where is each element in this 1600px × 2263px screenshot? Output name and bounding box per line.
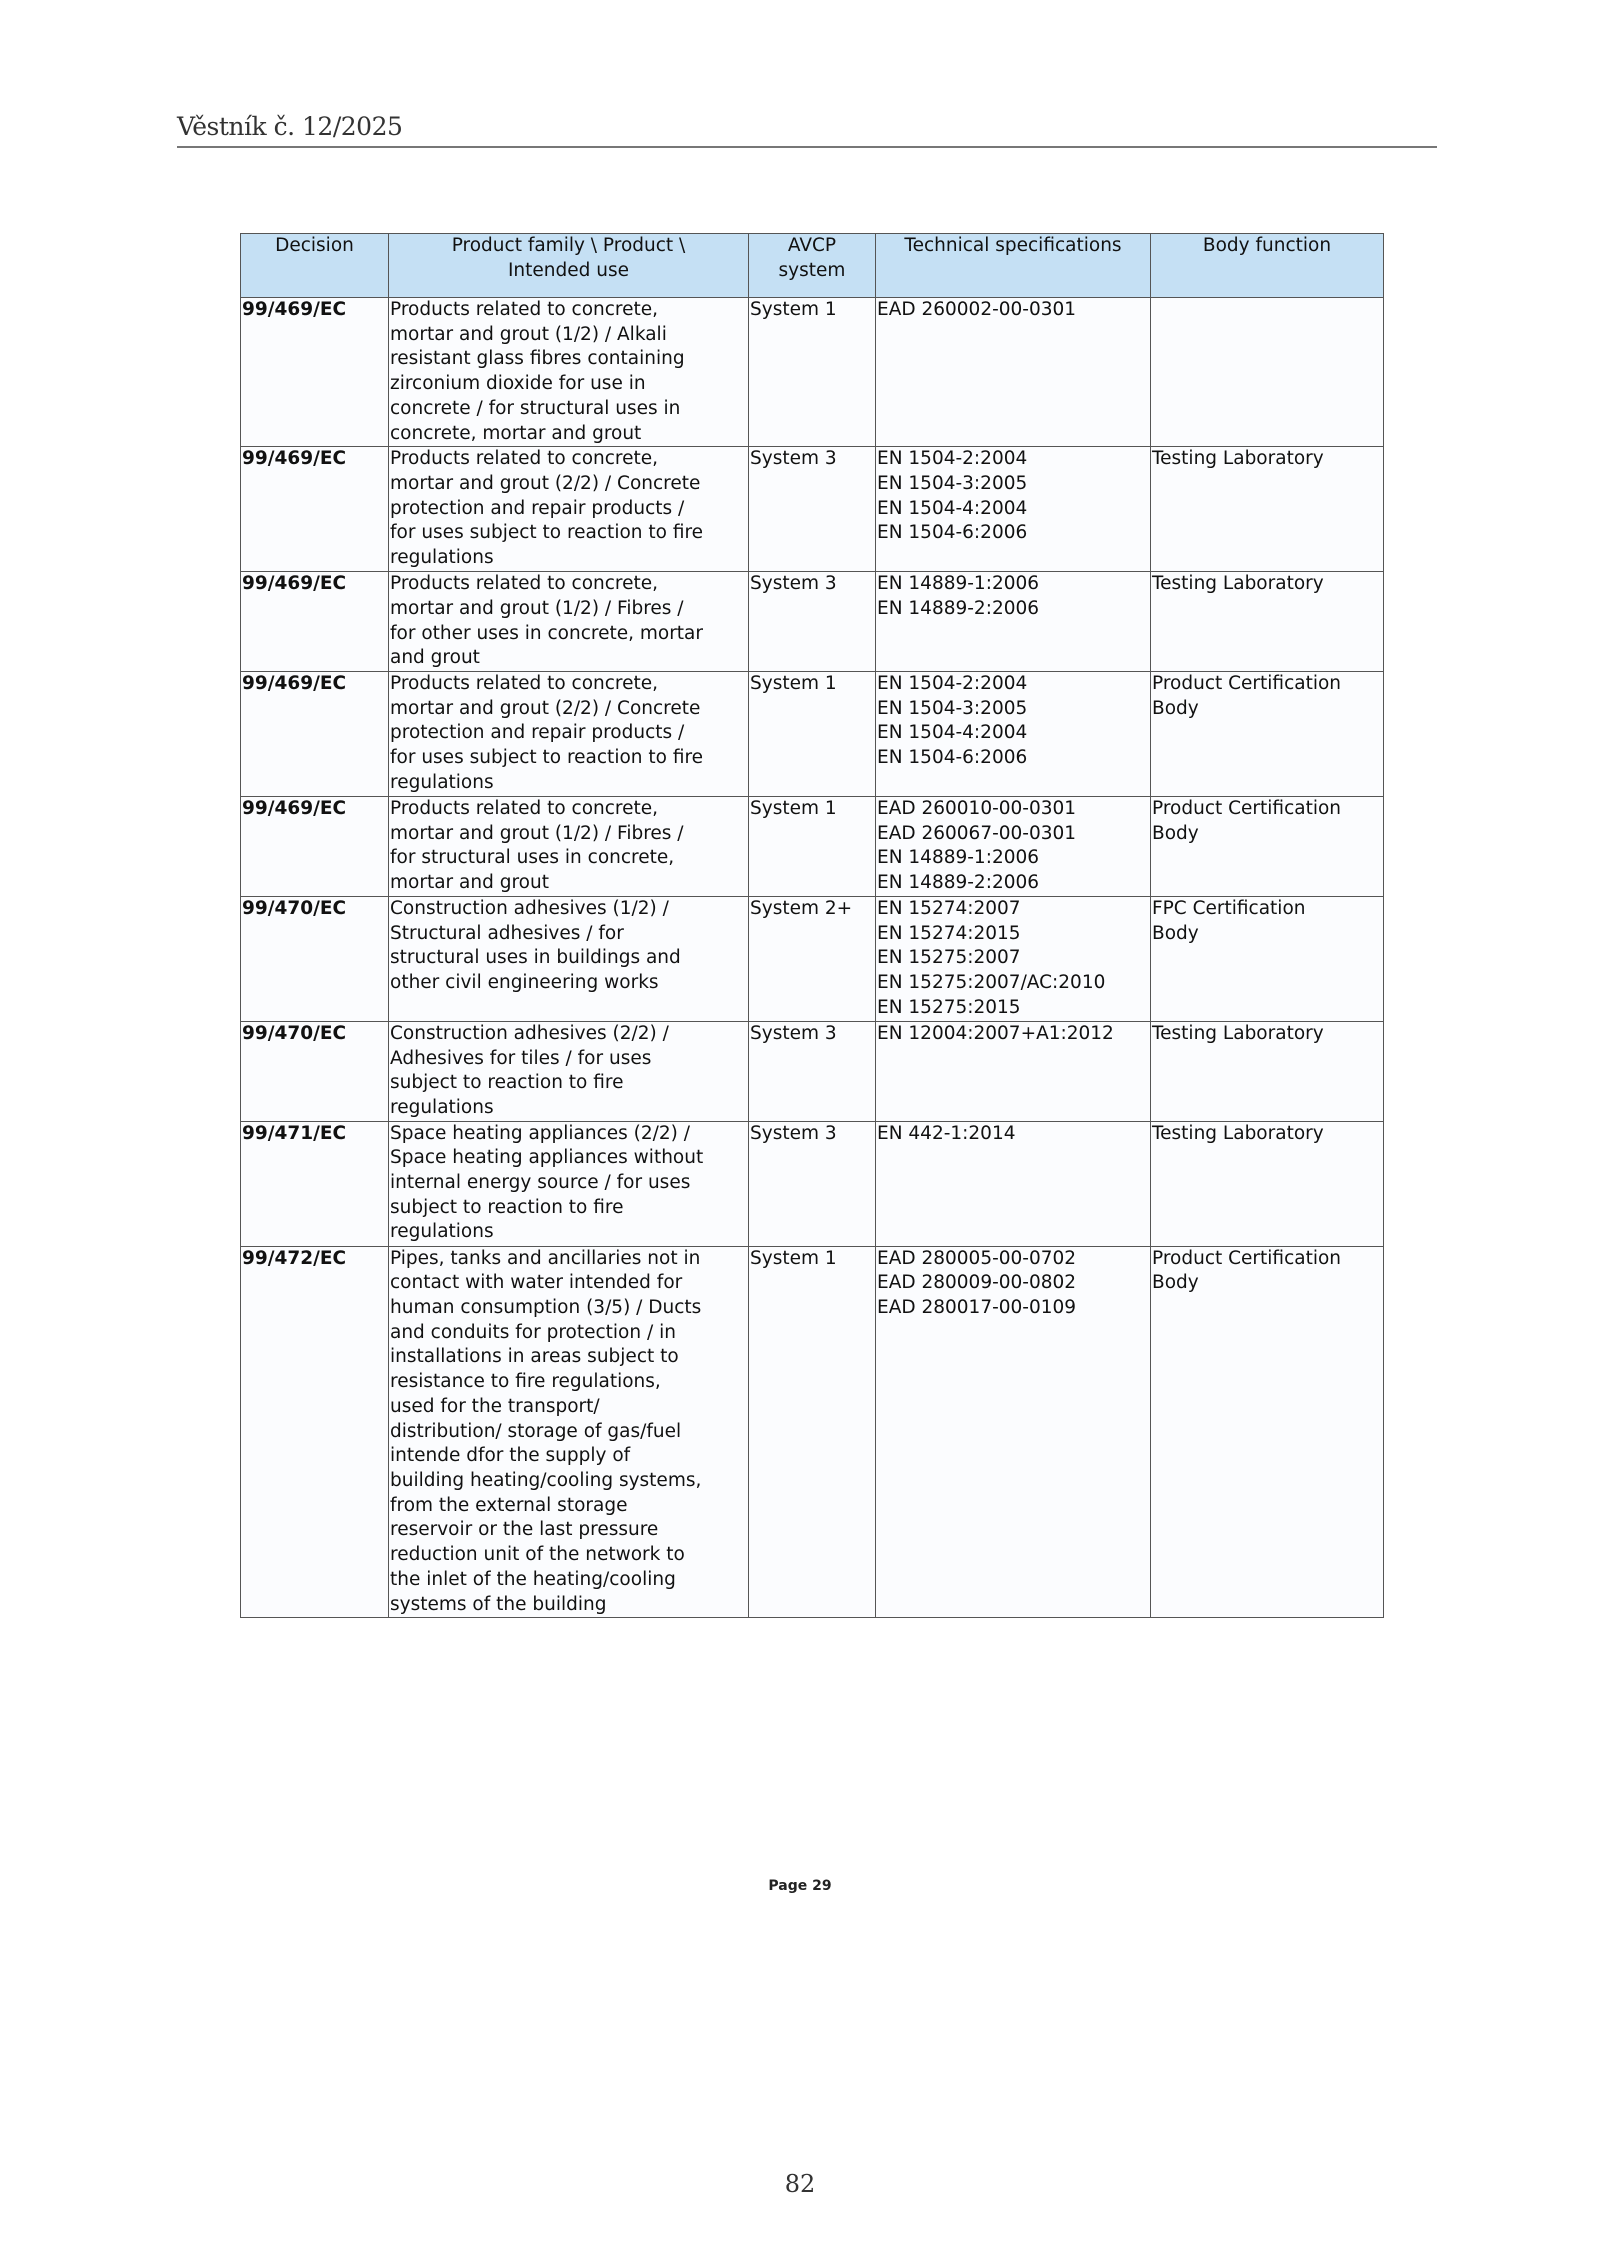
decision-cell: 99/470/EC [241, 896, 389, 1021]
body-function-cell: Product Certification Body [1151, 1246, 1384, 1618]
body-function-cell: Testing Laboratory [1151, 447, 1384, 572]
page-label: Page 29 [768, 1878, 832, 1894]
product-cell: Construction adhesives (1/2) / Structural adhesives / for structural uses in buildings and other civil engineering works [389, 896, 749, 1021]
avcp-cell: System 2+ [749, 896, 876, 1021]
table-row [241, 447, 1384, 572]
header-rule [177, 146, 1437, 148]
table-row [241, 1121, 1384, 1246]
product-cell: Products related to concrete, mortar and grout (1/2) / Fibres / for structural uses in concrete, mortar and grout [389, 797, 749, 897]
avcp-cell: System 1 [749, 298, 876, 447]
product-cell: Products related to concrete, mortar and grout (2/2) / Concrete protection and repair products / for uses subject to reaction to fire regulations [389, 447, 749, 572]
table-row [241, 298, 1384, 447]
specs-cell: EN 442-1:2014 [876, 1121, 1151, 1246]
body-function-cell: Product Certification Body [1151, 797, 1384, 897]
specs-cell: EN 1504-2:2004 EN 1504-3:2005 EN 1504-4:2004 EN 1504-6:2006 [876, 447, 1151, 572]
body-function-cell: Testing Laboratory [1151, 572, 1384, 672]
decision-cell: 99/469/EC [241, 572, 389, 672]
product-cell: Products related to concrete, mortar and grout (1/2) / Fibres / for other uses in concrete, mortar and grout [389, 572, 749, 672]
avcp-table [240, 233, 1384, 1618]
table-row [241, 572, 1384, 672]
decision-cell: 99/470/EC [241, 1021, 389, 1121]
decision-cell: 99/469/EC [241, 298, 389, 447]
product-cell: Products related to concrete, mortar and grout (1/2) / Alkali resistant glass fibres containing zirconium dioxide for use in concrete / for structural uses in concrete, mortar and grout [389, 298, 749, 447]
product-cell: Products related to concrete, mortar and grout (2/2) / Concrete protection and repair products / for uses subject to reaction to fire regulations [389, 672, 749, 797]
specs-cell: EAD 260002-00-0301 [876, 298, 1151, 447]
decision-cell: 99/469/EC [241, 447, 389, 572]
product-cell: Construction adhesives (2/2) / Adhesives for tiles / for uses subject to reaction to fire regulations [389, 1021, 749, 1121]
journal-header-title: Věstník č. 12/2025 [177, 112, 403, 141]
table-row [241, 672, 1384, 797]
specs-cell: EN 1504-2:2004 EN 1504-3:2005 EN 1504-4:2004 EN 1504-6:2006 [876, 672, 1151, 797]
decision-cell: 99/472/EC [241, 1246, 389, 1618]
specs-cell: EAD 280005-00-0702 EAD 280009-00-0802 EAD 280017-00-0109 [876, 1246, 1151, 1618]
avcp-cell: System 1 [749, 672, 876, 797]
specs-cell: EN 12004:2007+A1:2012 [876, 1021, 1151, 1121]
table-row [241, 896, 1384, 1021]
column-header-decision: Decision [241, 234, 389, 298]
decision-cell: 99/469/EC [241, 672, 389, 797]
body-function-cell: Product Certification Body [1151, 672, 1384, 797]
body-function-cell: Testing Laboratory [1151, 1121, 1384, 1246]
product-cell: Space heating appliances (2/2) / Space heating appliances without internal energy source / for uses subject to reaction to fire regulations [389, 1121, 749, 1246]
product-cell: Pipes, tanks and ancillaries not in contact with water intended for human consumption (3/5) / Ducts and conduits for protection / in installations in areas subject to resistance to fire regulations, used for the transport/ distribution/ storage of gas/fuel intende dfor the supply of building heating/cooling systems, from the external storage reservoir or the last pressure reduction unit of the network to the inlet of the heating/cooling systems of the building [389, 1246, 749, 1618]
body-function-cell: FPC Certification Body [1151, 896, 1384, 1021]
avcp-cell: System 3 [749, 1121, 876, 1246]
avcp-cell: System 3 [749, 572, 876, 672]
body-function-cell [1151, 298, 1384, 447]
page-number: 82 [784, 2170, 816, 2198]
decision-cell: 99/471/EC [241, 1121, 389, 1246]
body-function-cell: Testing Laboratory [1151, 1021, 1384, 1121]
table-row [241, 1246, 1384, 1618]
column-header-specs: Technical specifications [876, 234, 1151, 298]
specs-cell: EAD 260010-00-0301 EAD 260067-00-0301 EN 14889-1:2006 EN 14889-2:2006 [876, 797, 1151, 897]
avcp-cell: System 1 [749, 1246, 876, 1618]
specs-cell: EN 14889-1:2006 EN 14889-2:2006 [876, 572, 1151, 672]
column-header-body: Body function [1151, 234, 1384, 298]
column-header-avcp: AVCP system [749, 234, 876, 298]
table-row [241, 1021, 1384, 1121]
avcp-cell: System 3 [749, 1021, 876, 1121]
specs-cell: EN 15274:2007 EN 15274:2015 EN 15275:2007 EN 15275:2007/AC:2010 EN 15275:2015 [876, 896, 1151, 1021]
avcp-cell: System 1 [749, 797, 876, 897]
column-header-product: Product family \ Product \ Intended use [389, 234, 749, 298]
decision-cell: 99/469/EC [241, 797, 389, 897]
table-header-row [241, 234, 1384, 298]
table-row [241, 797, 1384, 897]
avcp-cell: System 3 [749, 447, 876, 572]
